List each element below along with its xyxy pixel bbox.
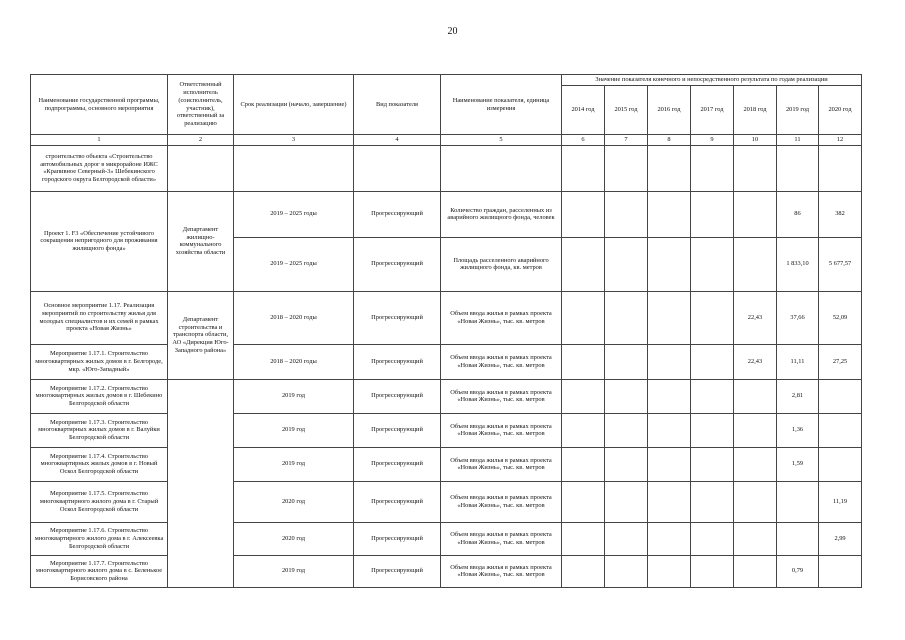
header-year: 2019 год [777,86,819,135]
row-value: 22,43 [734,291,777,344]
header-year: 2018 год [734,86,777,135]
row-value [562,522,605,555]
row-indicator: Объем ввода жилья в рамках проекта «Новая Жизнь», тыс. кв. метров [441,344,562,379]
row-value [562,413,605,447]
row-name: Проект 1. F3 «Обеспечение устойчивого сокращения непригодного для проживания жилищного фонда» [31,191,168,291]
row-value [648,555,691,587]
results-table [30,74,862,588]
row-value [562,447,605,481]
row-indicator [441,145,562,191]
row-value [734,447,777,481]
row-value: 382 [819,191,862,237]
row-value: 37,66 [777,291,819,344]
row-responsible: Департамент жилищно-коммунального хозяйства области [168,191,234,291]
row-name: Мероприятие 1.17.4. Строительство многоквартирных жилых домов в г. Новый Оскол Белгородской области [31,447,168,481]
row-value [648,413,691,447]
row-indicator: Объем ввода жилья в рамках проекта «Новая Жизнь», тыс. кв. метров [441,555,562,587]
row-term [234,145,354,191]
row-indicator: Объем ввода жилья в рамках проекта «Новая Жизнь», тыс. кв. метров [441,522,562,555]
header-year: 2016 год [648,86,691,135]
row-value [734,191,777,237]
column-number: 7 [605,135,648,146]
row-value [562,191,605,237]
row-value [605,481,648,522]
row-value [605,191,648,237]
row-value [734,522,777,555]
row-value: 22,43 [734,344,777,379]
row-name: Мероприятие 1.17.7. Строительство многоквартирного жилого дома в с. Беленькое Борисовского района [31,555,168,587]
row-type: Прогрессирующий [354,522,441,555]
row-value: 1,59 [777,447,819,481]
column-numbers-row [31,135,862,146]
row-name: Мероприятие 1.17.3. Строительство многоквартирных жилых домов в г. Валуйки Белгородской области [31,413,168,447]
row-indicator: Площадь расселенного аварийного жилищного фонда, кв. метров [441,237,562,291]
row-name: строительство объекта «Строительство автомобильных дорог в микрорайоне ИЖС «Крапивное Северный-3» Шебекинского городского округа Белгородской области» [31,145,168,191]
row-value [734,413,777,447]
row-value [605,145,648,191]
row-responsible [168,145,234,191]
row-name: Мероприятие 1.17.1. Строительство многоквартирных жилых домов в г. Белгороде, мкр. «Юго-Западный» [31,344,168,379]
row-value [819,447,862,481]
row-indicator: Объем ввода жилья в рамках проекта «Новая Жизнь», тыс. кв. метров [441,379,562,413]
row-value: 86 [777,191,819,237]
row-indicator: Объем ввода жилья в рамках проекта «Новая Жизнь», тыс. кв. метров [441,481,562,522]
row-value [691,481,734,522]
row-term: 2019 – 2025 годы [234,191,354,237]
row-type: Прогрессирующий [354,555,441,587]
row-value [691,522,734,555]
row-term: 2020 год [234,481,354,522]
row-type [354,145,441,191]
row-term: 2019 год [234,379,354,413]
page-number: 20 [447,26,458,37]
row-name: Основное мероприятие 1.17. Реализация мероприятий по строительству жилья для молодых специалистов и их семей в рамках проекта «Новая Жизнь» [31,291,168,344]
row-responsible-empty [168,379,234,587]
table-row [31,522,862,555]
row-type: Прогрессирующий [354,191,441,237]
row-value [648,291,691,344]
column-number: 11 [777,135,819,146]
row-indicator: Количество граждан, расселенных из аварийного жилищного фонда, человек [441,191,562,237]
row-responsible: Департамент строительства и транспорта области, АО «Дирекция Юго-Западного района» [168,291,234,379]
header-year: 2020 год [819,86,862,135]
row-value [691,555,734,587]
row-value: 2,81 [777,379,819,413]
row-value [605,447,648,481]
row-name: Мероприятие 1.17.5. Строительство многоквартирного жилого дома в г. Старый Оскол Белгородской области [31,481,168,522]
row-value: 27,25 [819,344,862,379]
row-value [648,145,691,191]
row-value [648,344,691,379]
row-value [691,379,734,413]
row-value [777,145,819,191]
row-term: 2019 год [234,555,354,587]
row-term: 2018 – 2020 годы [234,291,354,344]
row-value [691,413,734,447]
row-value [605,555,648,587]
column-number: 9 [691,135,734,146]
column-number: 3 [234,135,354,146]
table-row [31,481,862,522]
header-responsible: Ответственный исполнитель (соисполнитель, участник), ответственный за реализацию [168,75,234,135]
row-value [562,291,605,344]
column-number: 12 [819,135,862,146]
row-name: Мероприятие 1.17.2. Строительство многоквартирных жилых домов в г. Шебекино Белгородской области [31,379,168,413]
row-value [734,379,777,413]
row-value [777,522,819,555]
row-type: Прогрессирующий [354,447,441,481]
row-term: 2018 – 2020 годы [234,344,354,379]
row-term: 2019 год [234,413,354,447]
row-indicator: Объем ввода жилья в рамках проекта «Новая Жизнь», тыс. кв. метров [441,447,562,481]
header-year: 2017 год [691,86,734,135]
row-value [648,481,691,522]
row-value [648,379,691,413]
row-indicator: Объем ввода жилья в рамках проекта «Новая Жизнь», тыс. кв. метров [441,413,562,447]
header-values-group: Значение показателя конечного и непосредственного результата по годам реализации [562,75,862,86]
row-value [605,291,648,344]
row-value [605,522,648,555]
row-term: 2019 год [234,447,354,481]
row-value [819,145,862,191]
row-value: 5 677,57 [819,237,862,291]
header-indicator-type: Вид показателя [354,75,441,135]
row-value [648,237,691,291]
row-value [562,481,605,522]
row-value [648,191,691,237]
row-value [562,344,605,379]
row-value [819,555,862,587]
row-value [734,237,777,291]
column-number: 1 [31,135,168,146]
row-value: 11,19 [819,481,862,522]
row-value [734,555,777,587]
row-value [734,145,777,191]
table-row [31,344,862,379]
row-type: Прогрессирующий [354,481,441,522]
row-type: Прогрессирующий [354,344,441,379]
column-number: 8 [648,135,691,146]
row-value [605,344,648,379]
row-value [777,481,819,522]
header-indicator-name: Наименование показателя, единица измерения [441,75,562,135]
row-value [562,379,605,413]
column-number: 5 [441,135,562,146]
table-row [31,555,862,587]
row-type: Прогрессирующий [354,237,441,291]
row-value [691,344,734,379]
row-term: 2019 – 2025 годы [234,237,354,291]
row-value [605,413,648,447]
row-type: Прогрессирующий [354,379,441,413]
row-indicator: Объем ввода жилья в рамках проекта «Новая Жизнь», тыс. кв. метров [441,291,562,344]
row-value: 1,36 [777,413,819,447]
table-row [31,145,862,191]
header-year: 2015 год [605,86,648,135]
row-value [734,481,777,522]
row-value [562,145,605,191]
row-term: 2020 год [234,522,354,555]
column-number: 2 [168,135,234,146]
row-value: 1 833,10 [777,237,819,291]
row-value: 2,99 [819,522,862,555]
row-value [648,522,691,555]
column-number: 4 [354,135,441,146]
table-row [31,447,862,481]
row-value [691,447,734,481]
row-type: Прогрессирующий [354,291,441,344]
table-row [31,291,862,344]
row-value [691,191,734,237]
row-value [605,237,648,291]
column-number: 6 [562,135,605,146]
header-term: Срок реализации (начало, завершение) [234,75,354,135]
row-value [691,291,734,344]
row-value: 0,79 [777,555,819,587]
header-name: Наименование государственной программы, подпрограммы, основного мероприятия [31,75,168,135]
row-type: Прогрессирующий [354,413,441,447]
column-number: 10 [734,135,777,146]
table-row [31,191,862,237]
table-row [31,379,862,413]
row-value [562,555,605,587]
row-value [691,145,734,191]
row-value [605,379,648,413]
row-name: Мероприятие 1.17.6. Строительство многоквартирного жилого дома в г. Алексеевка Белгородской области [31,522,168,555]
row-value [691,237,734,291]
table-row [31,413,862,447]
row-value [819,379,862,413]
row-value: 11,11 [777,344,819,379]
row-value: 52,09 [819,291,862,344]
row-value [562,237,605,291]
row-value [648,447,691,481]
row-value [819,413,862,447]
header-year: 2014 год [562,86,605,135]
